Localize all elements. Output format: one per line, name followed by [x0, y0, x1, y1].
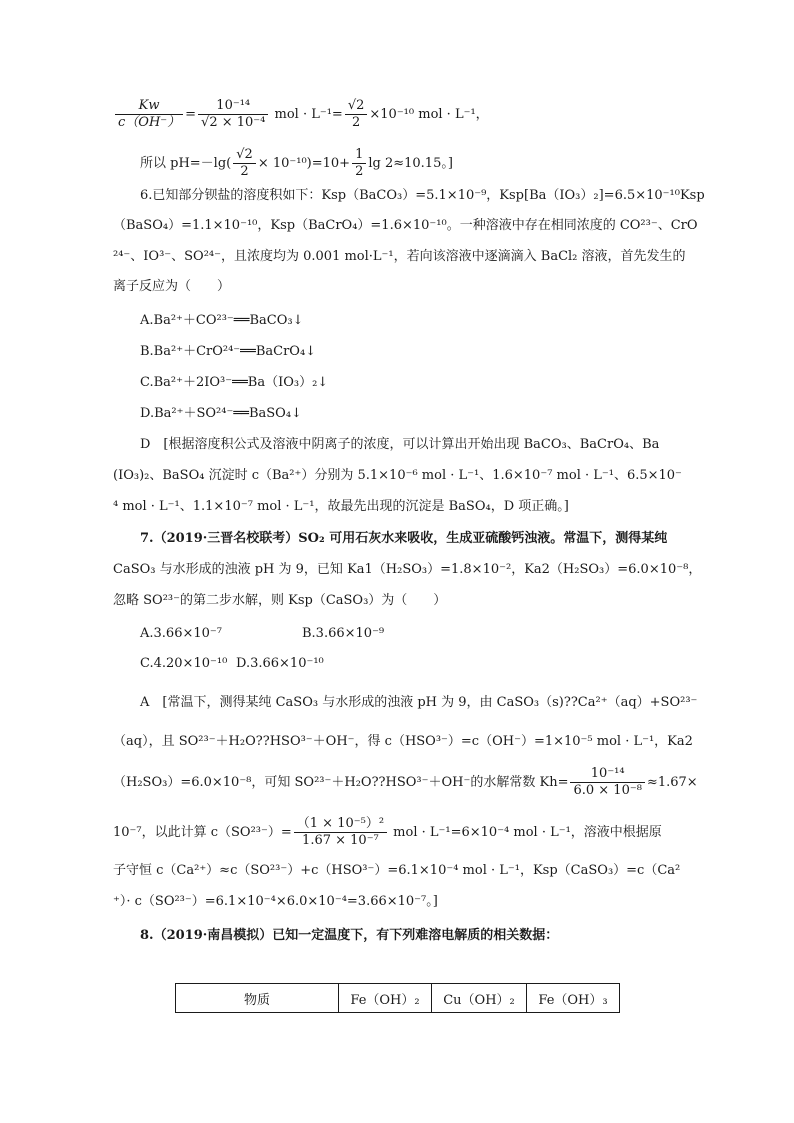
sqrt2-numerator: √2: [345, 98, 368, 115]
ph-frac1-den: 2: [240, 164, 249, 179]
q7-answer-6: ⁺）· c（SO²³⁻）=6.1×10⁻⁴×6.0×10⁻⁴=3.66×10⁻⁷。]: [113, 894, 438, 909]
ph-frac2-den: 2: [355, 164, 364, 179]
q6-option-c: C.Ba²⁺＋2IO³⁻══Ba（IO₃）₂↓: [140, 375, 329, 390]
table-header-cell: Fe（OH）₃: [527, 984, 620, 1013]
q7-kh-fraction: [570, 766, 644, 799]
ph-prefix: 所以 pH=－lg(: [140, 156, 232, 171]
ph-frac1-num: √2: [233, 147, 256, 164]
sqrt2-fraction: [345, 98, 368, 131]
q7-answer-3: [113, 766, 698, 799]
q7-so3-den: 1.67 × 10⁻⁷: [302, 833, 379, 848]
q7-kh-prefix: （H₂SO₃）=6.0×10⁻⁸，可知 SO²³⁻＋H₂O??HSO³⁻＋OH⁻的水解常数 Kh=: [113, 775, 569, 790]
q6-answer-3: ⁴ mol · L⁻¹、1.1×10⁻⁷ mol · L⁻¹，故最先出现的沉淀是 BaSO₄，D 项正确。]: [113, 499, 569, 514]
q7-answer-1: A [常温下，测得某纯 CaSO₃ 与水形成的浊液 pH 为 9，由 CaSO₃（s)??Ca²⁺（aq）+SO²³⁻: [140, 695, 698, 710]
q7-option-b: B.3.66×10⁻⁹: [302, 626, 385, 641]
table-header-row: [176, 984, 620, 1013]
unit-text: mol · L⁻¹=: [270, 107, 343, 122]
ph-tail: lg 2≈10.15。]: [368, 156, 453, 171]
q7-so3-tail: mol · L⁻¹=6×10⁻⁴ mol · L⁻¹，溶液中根据原: [389, 825, 662, 840]
table-header-cell: 物质: [176, 984, 339, 1013]
q7-line-1: 7.（2019·三晋名校联考）SO₂ 可用石灰水来吸收，生成亚硫酸钙浊液。常温下，测得某纯: [140, 531, 668, 546]
q7-so3-fraction: [294, 816, 387, 849]
table-header-cell: Fe（OH）₂: [339, 984, 432, 1013]
q6-option-d: D.Ba²⁺＋SO²⁴⁻══BaSO₄↓: [140, 406, 302, 421]
solubility-table: [175, 983, 620, 1013]
value-numerator: 10⁻¹⁴: [198, 98, 268, 115]
q6-line-3: ²⁴⁻、IO³⁻、SO²⁴⁻，且浓度均为 0.001 mol·L⁻¹，若向该溶液中逐滴滴入 BaCl₂ 溶液，首先发生的: [113, 249, 686, 264]
q6-answer-1: D [根据溶度积公式及溶液中阴离子的浓度，可以计算出开始出现 BaCO₃、BaCrO₄、Ba: [140, 437, 660, 452]
oh-result-text: ×10⁻¹⁰ mol · L⁻¹，: [369, 107, 489, 122]
q6-option-b: B.Ba²⁺＋CrO²⁴⁻══BaCrO₄↓: [140, 344, 317, 359]
kw-numerator: Kw: [115, 98, 183, 115]
q6-line-1: 6.已知部分钡盐的溶度积如下：Ksp（BaCO₃）=5.1×10⁻⁹，Ksp[Ba（IO₃）₂]=6.5×10⁻¹⁰Ksp: [140, 188, 705, 203]
q7-answer-2: （aq），且 SO²³⁻＋H₂O??HSO³⁻＋OH⁻，得 c（HSO³⁻）=c（OH⁻）=1×10⁻⁵ mol · L⁻¹，Ka2: [113, 734, 693, 749]
q7-option-a: A.3.66×10⁻⁷: [140, 626, 222, 641]
q7-so3-prefix: 10⁻⁷，以此计算 c（SO²³⁻）=: [113, 825, 292, 840]
ph-mid: × 10⁻¹⁰)=10+: [257, 156, 351, 171]
value-denominator: √2 × 10⁻⁴: [201, 115, 266, 130]
ph-frac2-num: 1: [352, 147, 366, 164]
q6-line-4: 离子反应为（ ）: [113, 279, 231, 294]
q7-kh-tail: ≈1.67×: [646, 775, 698, 790]
ph-fraction-1: [233, 147, 256, 180]
q7-line-3: 忽略 SO²³⁻的第二步水解，则 Ksp（CaSO₃）为（ ）: [113, 593, 447, 608]
q7-answer-5: 子守恒 c（Ca²⁺）≈c（SO²³⁻）+c（HSO³⁻）=6.1×10⁻⁴ mol · L⁻¹，Ksp（CaSO₃）=c（Ca²: [113, 863, 681, 878]
sqrt2-denominator: 2: [351, 115, 361, 130]
q7-line-2: CaSO₃ 与水形成的浊液 pH 为 9，已知 Ka1（H₂SO₃）=1.8×10⁻²，Ka2（H₂SO₃）=6.0×10⁻⁸，: [113, 562, 702, 577]
kw-fraction: [115, 98, 183, 131]
q7-option-d: D.3.66×10⁻¹⁰: [236, 656, 324, 671]
value-fraction: [198, 98, 268, 131]
q8-line-1: 8.（2019·南昌模拟）已知一定温度下，有下列难溶电解质的相关数据：: [140, 928, 559, 943]
q7-so3-num: （1 × 10⁻⁵）²: [294, 816, 387, 833]
q7-kh-den: 6.0 × 10⁻⁸: [573, 783, 642, 798]
q7-answer-4: [113, 816, 662, 849]
q7-kh-num: 10⁻¹⁴: [570, 766, 644, 783]
ph-fraction-2: [352, 147, 366, 180]
q6-option-a: A.Ba²⁺＋CO²³⁻══BaCO₃↓: [140, 313, 304, 328]
q6-answer-2: (IO₃)₂、BaSO₄ 沉淀时 c（Ba²⁺）分别为 5.1×10⁻⁶ mol · L⁻¹、1.6×10⁻⁷ mol · L⁻¹、6.5×10⁻: [113, 468, 682, 483]
q6-line-2: （BaSO₄）=1.1×10⁻¹⁰，Ksp（BaCrO₄）=1.6×10⁻¹⁰。一种溶液中存在相同浓度的 CO²³⁻、CrO: [113, 218, 698, 233]
kw-fraction-line: $\frac{Kw}{c(OH^-)}$ = $\frac{\text{10⁻¹⁴}}{\text{√2 × 10⁻⁴}}$ mol · L⁻¹= $\frac{√2}{2}$ ×10⁻¹⁰ mol · L⁻¹，: [113, 98, 489, 131]
ph-line: [140, 147, 453, 180]
q7-option-c: C.4.20×10⁻¹⁰: [140, 656, 228, 671]
table-header-cell: Cu（OH）₂: [432, 984, 527, 1013]
kw-denominator: c（OH⁻）: [118, 115, 181, 130]
